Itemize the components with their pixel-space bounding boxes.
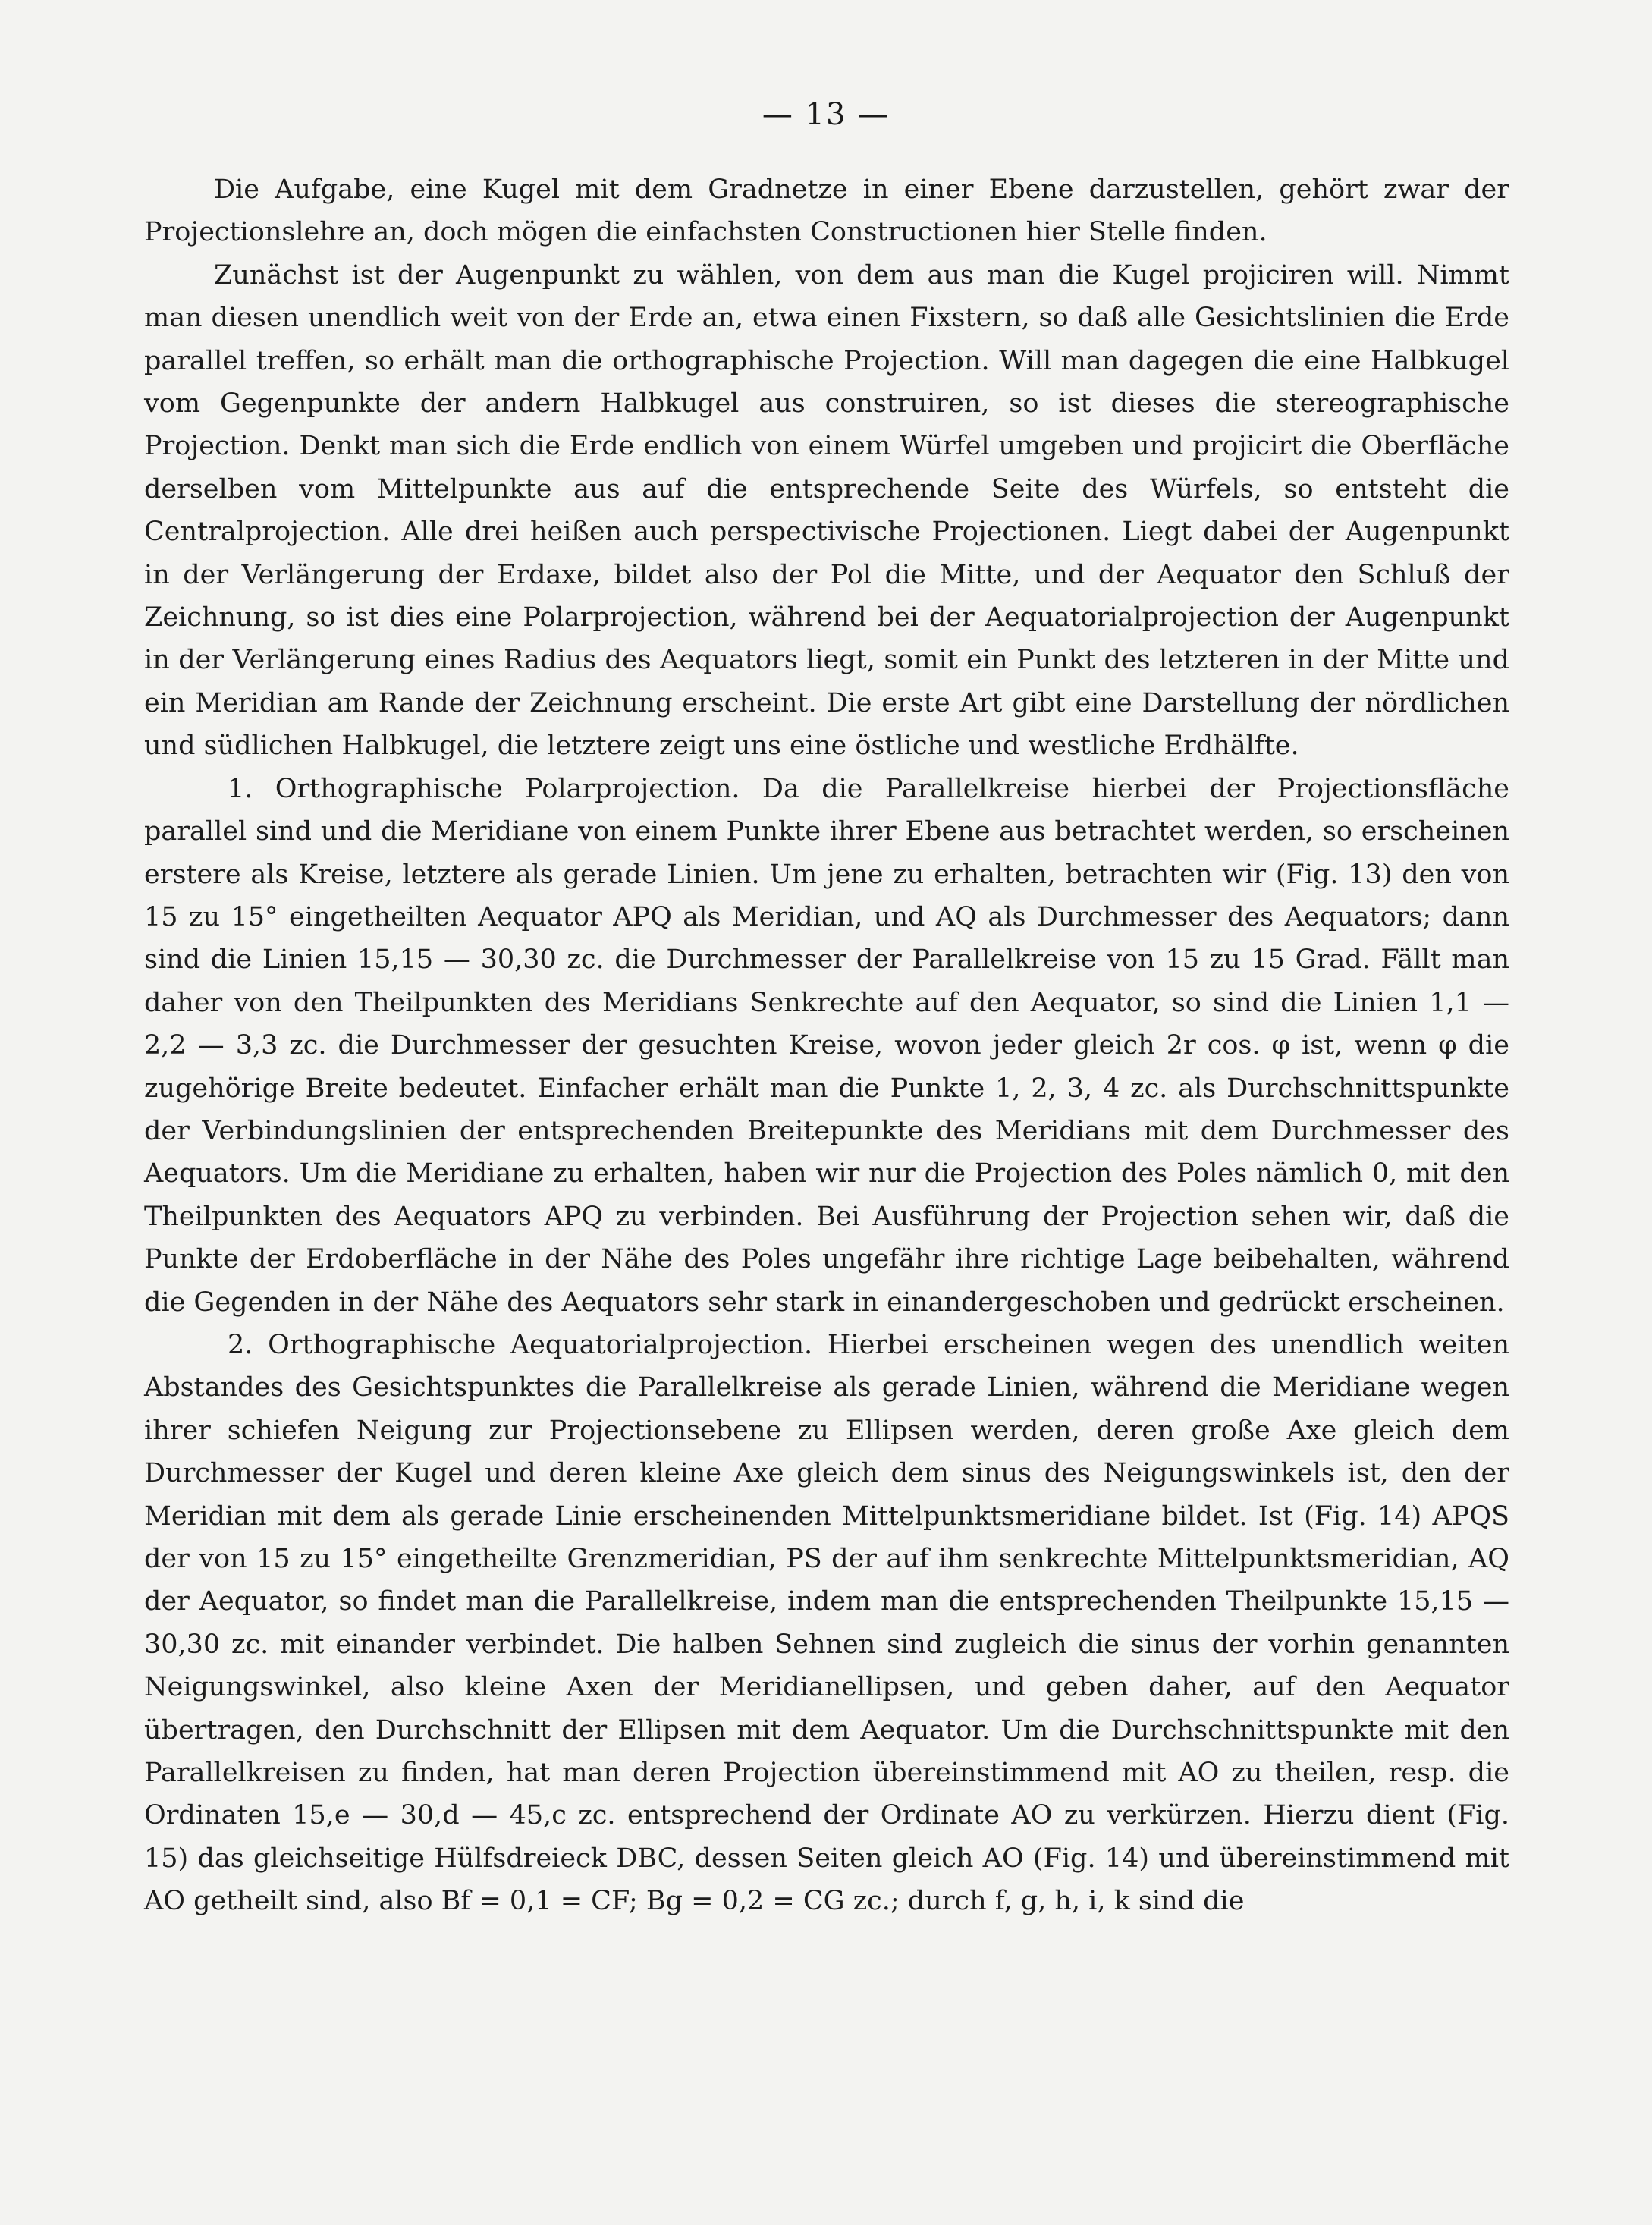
paragraph-orthographic-equatorial: 2. Orthographische Aequatorialprojection. Hierbei erscheinen wegen des unendlich weiten Abstandes des Gesichtspunktes die Parallelkreise als gerade Linien, während die Meridiane wegen ihrer schiefen Neigung zur Projectionsebene zu Ellipsen werden, deren große Axe gleich dem Durchmesser der Kugel und deren kleine Axe gleich dem sinus des Neigungswinkels ist, den der Meridian mit dem als gerade Linie erscheinenden Mittelpunktsmeridiane bildet. Ist (Fig. 14) APQS der von 15 zu 15° eingetheilte Grenzmeridian, PS der auf ihm senkrechte Mittelpunktsmeridian, AQ der Aequator, so findet man die Parallelkreise, indem man die entsprechenden Theilpunkte 15,15 — 30,30 zc. mit einander verbindet. Die halben Sehnen sind zugleich die sinus der vorhin genannten Neigungswinkel, also kleine Axen der Meridianellipsen, und geben daher, auf den Aequator übertragen, den Durchschnitt der Ellipsen mit dem Aequator. Um die Durchschnittspunkte mit den Parallelkreisen zu finden, hat man deren Projection übereinstimmend mit AO zu theilen, resp. die Ordinaten 15,e — 30,d — 45,c zc. entsprechend der Ordinate AO zu verkürzen. Hierzu dient (Fig. 15) das gleichseitige Hülfsdreieck DBC, dessen Seiten gleich AO (Fig. 14) und übereinstimmend mit AO getheilt sind, also Bf = 0,1 = CF; Bg = 0,2 = CG zc.; durch f, g, h, i, k sind die — [144, 1329, 1509, 1917]
paragraph-orthographic-polar: 1. Orthographische Polarprojection. Da die Parallelkreise hierbei der Projectionsfläche parallel sind und die Meridiane von einem Punkte ihrer Ebene aus betrachtet werden, so erscheinen erstere als Kreise, letztere als gerade Linien. Um jene zu erhalten, betrachten wir (Fig. 13) den von 15 zu 15° eingetheilten Aequator APQ als Meridian, und AQ als Durchmesser des Aequators; dann sind die Linien 15,15 — 30,30 zc. die Durchmesser der Parallelkreise von 15 zu 15 Grad. Fällt man daher von den Theilpunkten des Meridians Senkrechte auf den Aequator, so sind die Linien 1,1 — 2,2 — 3,3 zc. die Durchmesser der gesuchten Kreise, wovon jeder gleich 2r cos. φ ist, wenn φ die zugehörige Breite bedeutet. Einfacher erhält man die Punkte 1, 2, 3, 4 zc. als Durchschnittspunkte der Verbindungslinien der entsprechenden Breitepunkte des Meridians mit dem Durchmesser des Aequators. Um die Meridiane zu erhalten, haben wir nur die Projection des Poles nämlich 0, mit den Theilpunkten des Aequators APQ zu verbinden. Bei Ausführung der Projection sehen wir, daß die Punkte der Erdoberfläche in der Nähe des Poles ungefähr ihre richtige Lage beibehalten, während die Gegenden in der Nähe des Aequators sehr stark in einandergeschoben und gedrückt erscheinen. — [144, 773, 1509, 1318]
paragraph-intro: Die Aufgabe, eine Kugel mit dem Gradnetze in einer Ebene darzustellen, gehört zwar der Projectionslehre an, doch mögen die einfachsten Constructionen hier Stelle finden. — [144, 174, 1509, 248]
paragraph-projection-types: Zunächst ist der Augenpunkt zu wählen, von dem aus man die Kugel projiciren will. Nimmt man diesen unendlich weit von der Erde an, etwa einen Fixstern, so daß alle Gesichtslinien die Erde parallel treffen, so erhält man die orthographische Projection. Will man dagegen die eine Halbkugel vom Gegenpunkte der andern Halbkugel aus construiren, so ist dieses die stereographische Projection. Denkt man sich die Erde endlich von einem Würfel umgeben und projicirt die Oberfläche derselben vom Mittelpunkte aus auf die entsprechende Seite des Würfels, so entsteht die Centralprojection. Alle drei heißen auch perspectivische Projectionen. Liegt dabei der Augenpunkt in der Verlängerung der Erdaxe, bildet also der Pol die Mitte, und der Aequator den Schluß der Zeichnung, so ist dies eine Polarprojection, während bei der Aequatorialprojection der Augenpunkt in der Verlängerung eines Radius des Aequators liegt, somit ein Punkt des letzteren in der Mitte und ein Meridian am Rande der Zeichnung erscheint. Die erste Art gibt eine Darstellung der nördlichen und südlichen Halbkugel, die letztere zeigt uns eine östliche und westliche Erdhälfte. — [144, 259, 1509, 762]
body-text — [144, 168, 1509, 1923]
page-number: — 13 — — [762, 97, 890, 132]
